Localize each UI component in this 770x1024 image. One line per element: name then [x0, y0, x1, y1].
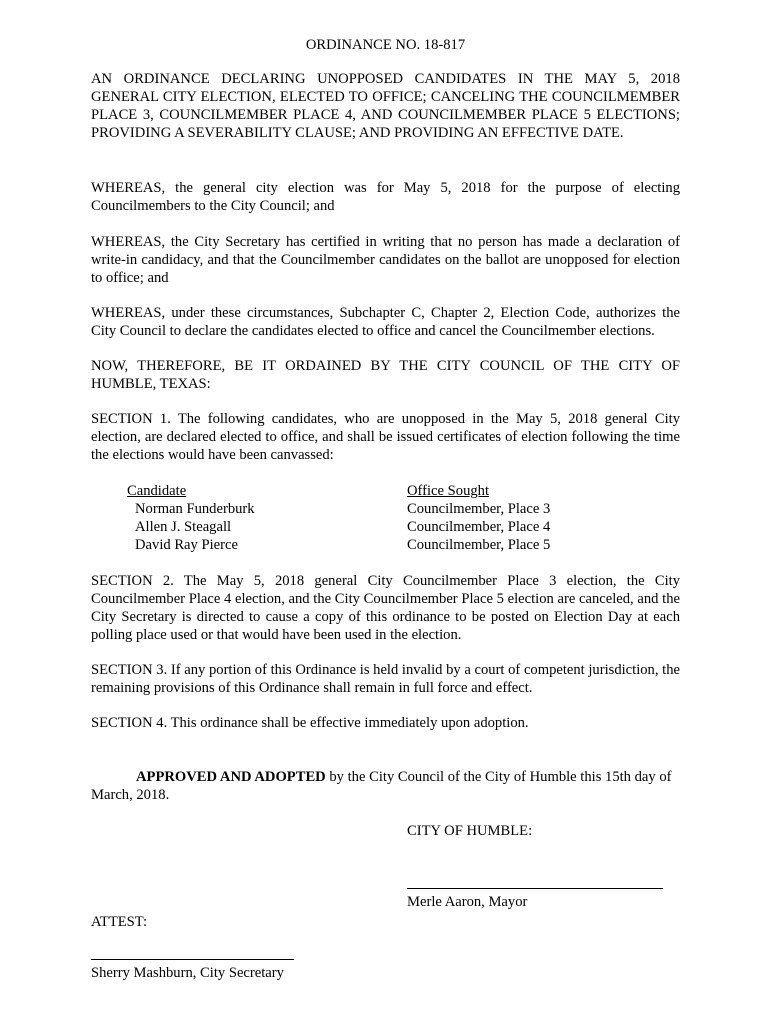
whereas-paragraph-3: WHEREAS, under these circumstances, Subchapter C, Chapter 2, Election Code, authorizes the City Council to declare the candidates elected to office and cancel the Councilmember elections.: [91, 305, 680, 339]
city-label: CITY OF HUMBLE:: [407, 823, 533, 839]
mayor-signature-line: [407, 888, 663, 889]
office-column-header: Office Sought: [407, 483, 490, 499]
approval-text: by the City Council of the City of Humble this 15th day of March, 2018.: [91, 769, 672, 803]
candidates-header-row: [127, 482, 627, 500]
ordinance-heading: AN ORDINANCE DECLARING UNOPPOSED CANDIDATES IN THE MAY 5, 2018 GENERAL CITY ELECTION, ELECTED TO OFFICE; CANCELING THE COUNCILMEMBER PLACE 3, COUNCILMEMBER PLACE 4, AND COUNCILMEMBER PLACE 5 ELECTIONS; PROVIDING A SEVERABILITY CLAUSE; AND PROVIDING AN EFFECTIVE DATE.: [91, 71, 680, 141]
ordinance-title: ORDINANCE NO. 18-817: [305, 37, 466, 53]
candidate-row: [127, 500, 627, 518]
candidate-row: [127, 518, 627, 536]
whereas-paragraph-2: WHEREAS, the City Secretary has certified in writing that no person has made a declaration of write-in candidacy, and that the Councilmember candidates on the ballot are unopposed for election to office; and: [91, 234, 680, 286]
candidates-table: [127, 482, 627, 554]
whereas-paragraph-1: WHEREAS, the general city election was for May 5, 2018 for the purpose of electing Councilmembers to the City Council; and: [91, 180, 680, 214]
ordained-paragraph: NOW, THEREFORE, BE IT ORDAINED BY THE CITY COUNCIL OF THE CITY OF HUMBLE, TEXAS:: [91, 358, 680, 392]
candidate-name: Norman Funderburk: [135, 501, 255, 517]
approval-statement: [91, 768, 703, 804]
candidate-office: Councilmember, Place 4: [407, 519, 551, 535]
approval-bold-label: APPROVED AND ADOPTED: [136, 769, 326, 785]
section-4: SECTION 4. This ordinance shall be effective immediately upon adoption.: [91, 715, 529, 731]
candidate-column-header: Candidate: [127, 483, 187, 499]
candidate-row: [127, 536, 627, 554]
mayor-name: Merle Aaron, Mayor: [407, 894, 528, 910]
section-2: SECTION 2. The May 5, 2018 general City Councilmember Place 3 election, the City Councilmember Place 4 election, and the City Councilmember Place 5 election are canceled, and the City Secretary is directed to cause a copy of this ordinance to be posted on Election Day at each polling place used or that would have been used in the election.: [91, 573, 680, 643]
attest-label: ATTEST:: [91, 914, 148, 930]
secretary-name: Sherry Mashburn, City Secretary: [91, 965, 284, 981]
candidate-name: Allen J. Steagall: [135, 519, 232, 535]
candidate-name: David Ray Pierce: [135, 537, 238, 553]
candidate-office: Councilmember, Place 5: [407, 537, 551, 553]
section-3: SECTION 3. If any portion of this Ordinance is held invalid by a court of competent jurisdiction, the remaining provisions of this Ordinance shall remain in full force and effect.: [91, 662, 680, 696]
candidate-office: Councilmember, Place 3: [407, 501, 551, 517]
section-1: SECTION 1. The following candidates, who are unopposed in the May 5, 2018 general City election, are declared elected to office, and shall be issued certificates of election following the time the elections would have been canvassed:: [91, 411, 680, 463]
secretary-signature-line: [91, 959, 294, 960]
